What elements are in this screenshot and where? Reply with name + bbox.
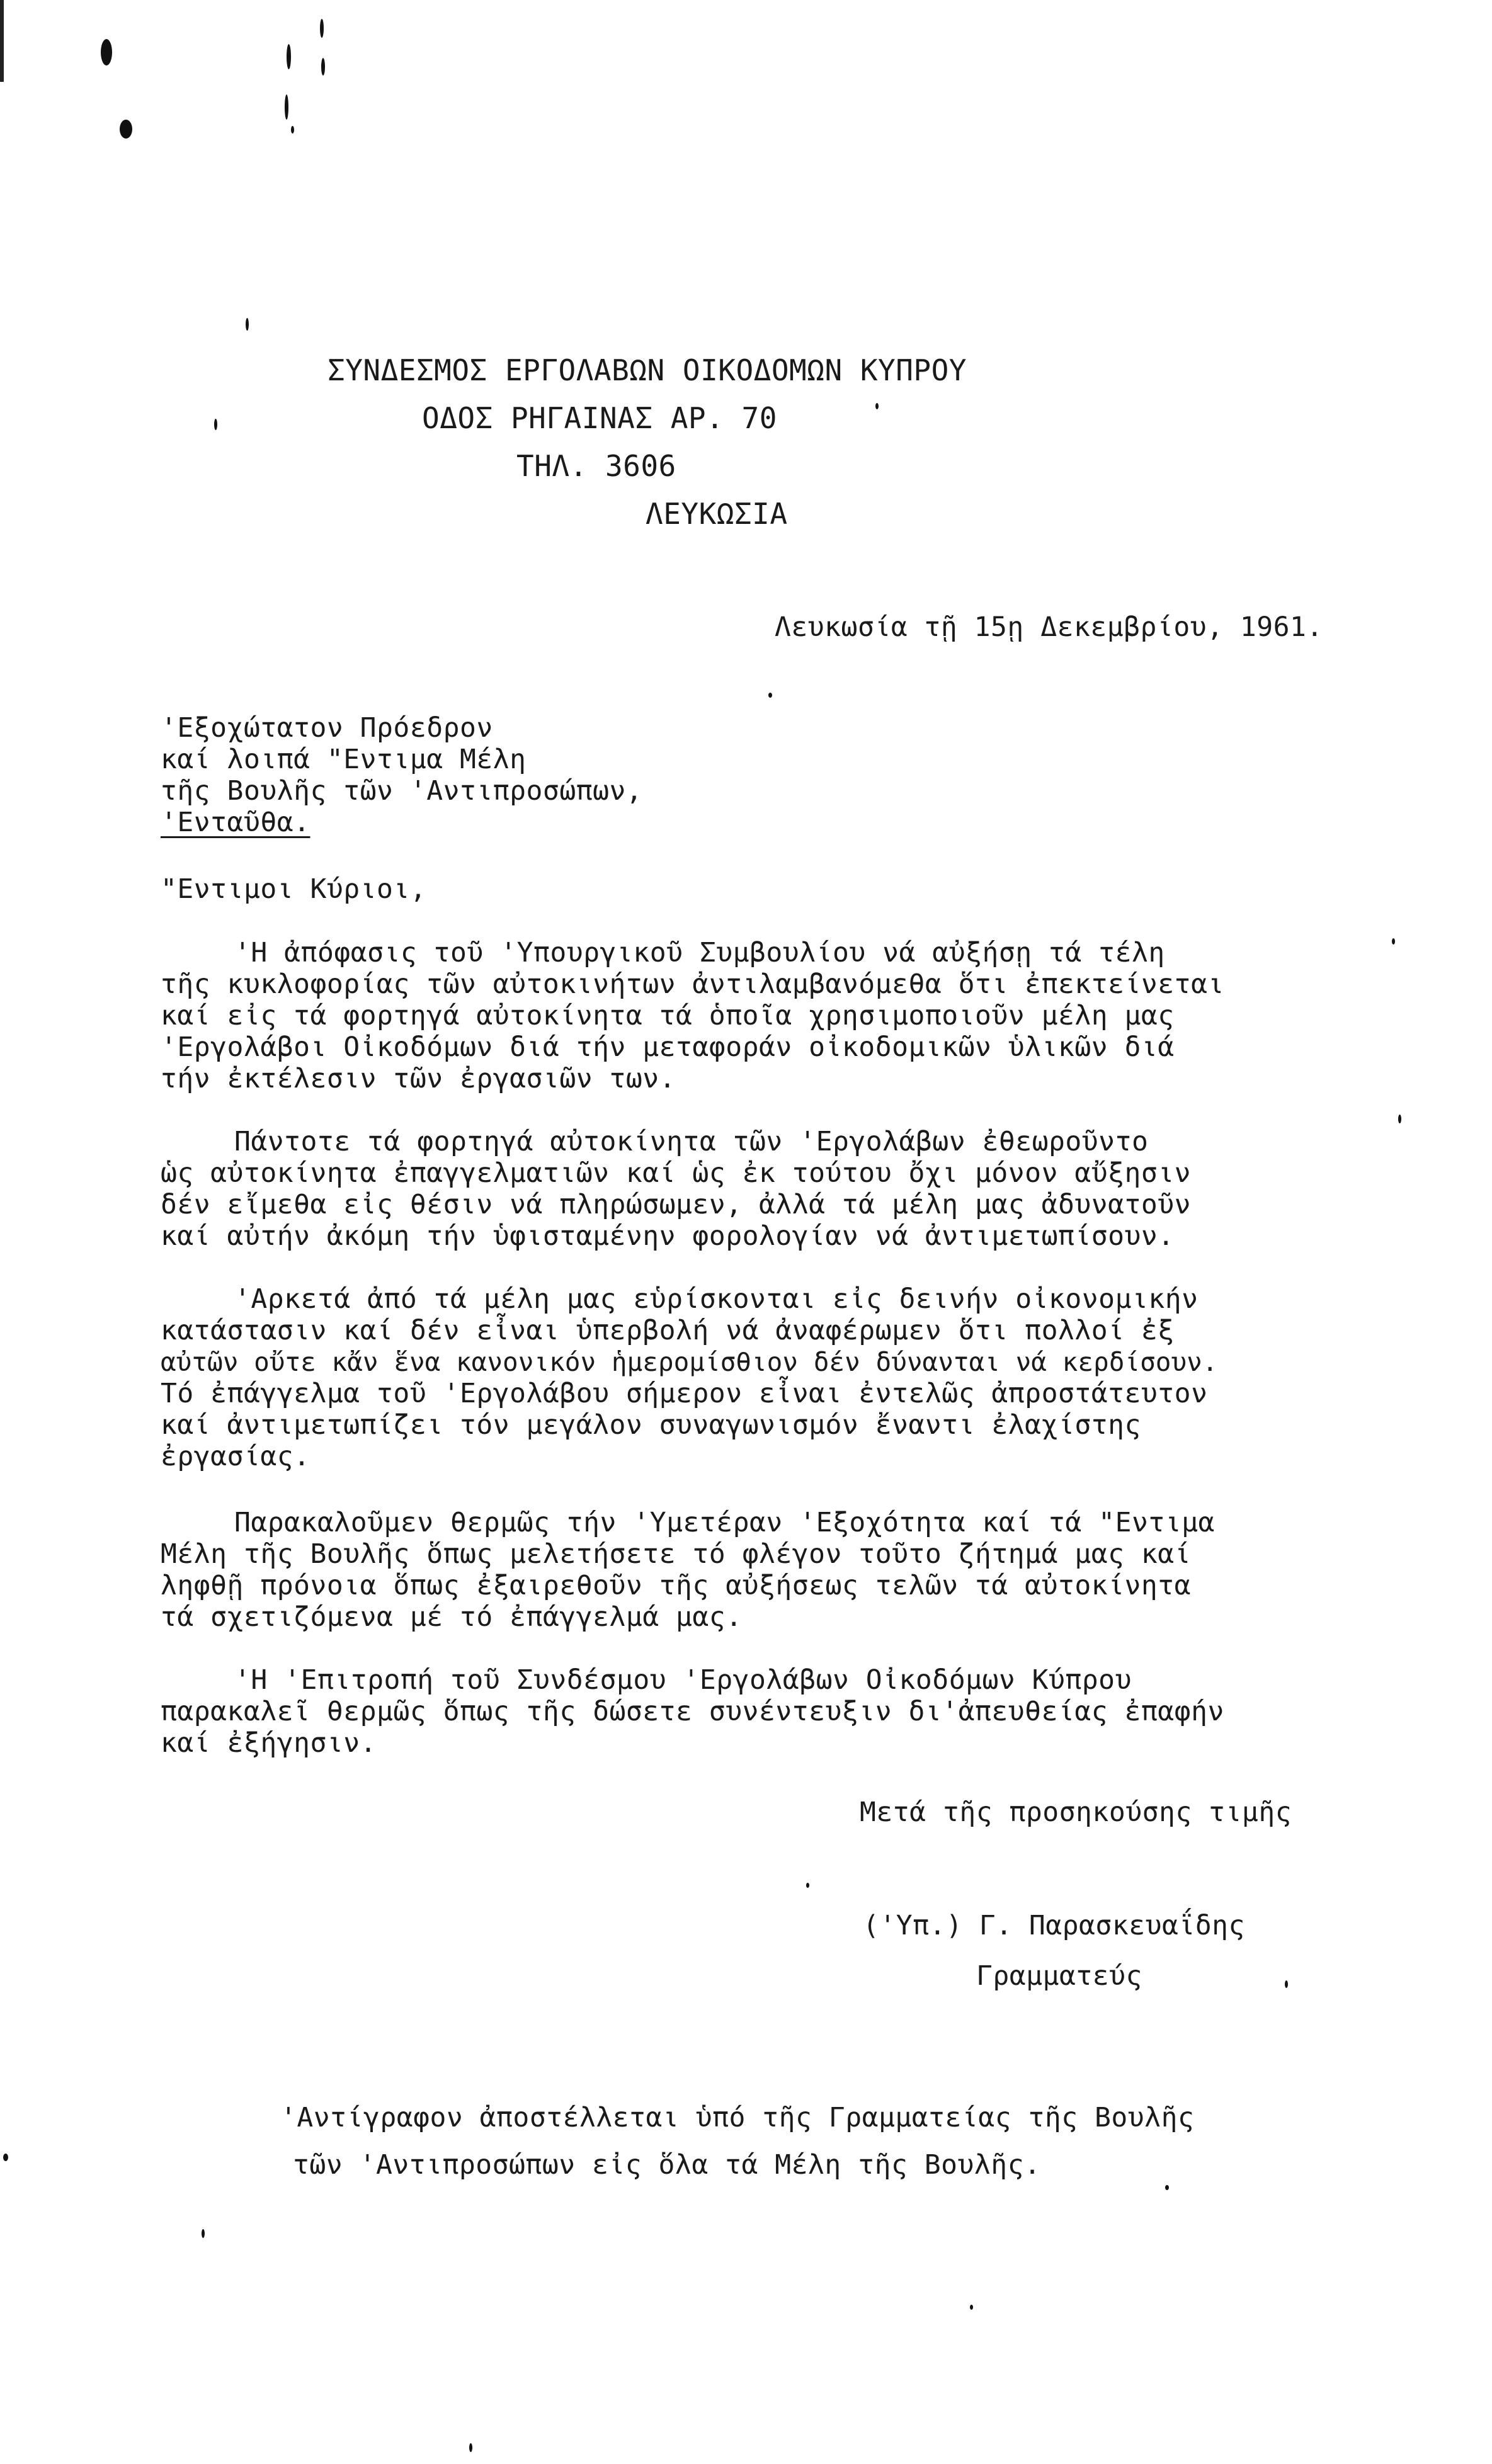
recipient-line-4: 'Ενταῦθα. xyxy=(161,807,310,838)
paragraph-line: τήν ἐκτέλεσιν τῶν ἐργασιῶν των. xyxy=(161,1063,676,1094)
letterhead-street: ΟΔΟΣ ΡΗΓΑΙΝΑΣ ΑΡ. 70 xyxy=(422,401,777,435)
ink-speck xyxy=(806,1883,809,1888)
paragraph-line: Παρακαλοῦμεν θερμῶς τήν 'Υμετέραν 'Εξοχότητα καί τά "Εντιμα xyxy=(234,1507,1215,1538)
ink-speck xyxy=(120,120,132,139)
paragraph-line: ὡς αὐτοκίνητα ἐπαγγελματιῶν καί ὡς ἐκ τούτου ὄχι μόνον αὔξησιν xyxy=(161,1157,1192,1189)
ink-speck xyxy=(469,2443,472,2452)
paragraph-line: καί ἀντιμετωπίζει τόν μεγάλον συναγωνισμόν ἔναντι ἐλαχίστης xyxy=(161,1409,1141,1441)
ink-speck xyxy=(1392,938,1395,945)
letterhead-city: ΛΕΥΚΩΣΙΑ xyxy=(646,497,788,531)
paragraph-line: κατάστασιν καί δέν εἶναι ὑπερβολή νά ἀναφέρωμεν ὅτι πολλοί ἐξ xyxy=(161,1315,1175,1346)
paragraph-line: καί ἐξήγησιν. xyxy=(161,1727,377,1759)
paragraph-line: παρακαλεῖ θερμῶς ὅπως τῆς δώσετε συνέντευξιν δι'ἀπευθείας ἐπαφήν xyxy=(161,1696,1224,1727)
ink-speck xyxy=(287,44,291,69)
paragraph-line: Πάντοτε τά φορτηγά αὐτοκίνητα τῶν 'Εργολάβων ἐθεωροῦντο xyxy=(234,1126,1149,1157)
ink-speck xyxy=(3,2154,8,2161)
paragraph-line: 'Εργολάβοι Οἰκοδόμων διά τήν μεταφοράν οἰκοδομικῶν ὑλικῶν διά xyxy=(161,1031,1175,1063)
closing-phrase: Μετά τῆς προσηκούσης τιμῆς xyxy=(860,1797,1292,1828)
paragraph-line: τῆς κυκλοφορίας τῶν αὐτοκινήτων ἀντιλαμβανόμεθα ὅτι ἐπεκτείνεται xyxy=(161,968,1224,1000)
recipient-line-2: καί λοιπά "Εντιμα Μέλη xyxy=(161,744,527,775)
ink-speck xyxy=(320,19,324,38)
ink-speck xyxy=(285,94,288,120)
paragraph-line: 'Αρκετά ἀπό τά μέλη μας εὑρίσκονται εἰς δεινήν οἰκονομικήν xyxy=(234,1283,1199,1315)
ink-speck xyxy=(768,693,772,698)
letter-date: Λευκωσία τῇ 15ῃ Δεκεμβρίου, 1961. xyxy=(775,611,1323,643)
recipient-line-1: 'Εξοχώτατον Πρόεδρον xyxy=(161,712,493,744)
paragraph-line: τά σχετιζόμενα μέ τό ἐπάγγελμά μας. xyxy=(161,1601,743,1633)
ink-speck xyxy=(1165,2185,1169,2190)
paragraph-line: 'Η 'Επιτροπή τοῦ Συνδέσμου 'Εργολάβων Οἰκοδόμων Κύπρου xyxy=(234,1664,1132,1696)
paragraph-line: καί εἰς τά φορτηγά αὐτοκίνητα τά ὁποῖα χρησιμοποιοῦν μέλη μας xyxy=(161,1000,1175,1031)
ink-speck xyxy=(291,126,294,133)
ink-speck xyxy=(101,39,112,65)
scan-edge-mark xyxy=(0,0,4,82)
signature-title: Γραμματεύς xyxy=(976,1960,1142,1992)
ink-speck xyxy=(321,58,325,76)
salutation: "Εντιμοι Κύριοι, xyxy=(161,873,427,905)
paragraph-line: δέν εἴμεθα εἰς θέσιν νά πληρώσωμεν, ἀλλά τά μέλη μας ἀδυνατοῦν xyxy=(161,1189,1192,1220)
signature-name: ('Υπ.) Γ. Παρασκευαΐδης xyxy=(863,1910,1245,1941)
ink-speck xyxy=(214,419,217,430)
ink-speck xyxy=(970,2305,973,2310)
ink-speck xyxy=(202,2229,205,2238)
paragraph-line: Μέλη τῆς Βουλῆς ὅπως μελετήσετε τό φλέγον τοῦτο ζήτημά μας καί xyxy=(161,1538,1192,1570)
paragraph-line: 'Η ἀπόφασις τοῦ 'Υπουργικοῦ Συμβουλίου νά αὐξήσῃ τά τέλη xyxy=(234,937,1165,968)
paragraph-line: ληφθῇ πρόνοια ὅπως ἐξαιρεθοῦν τῆς αὐξήσεως τελῶν τά αὐτοκίνητα xyxy=(161,1570,1192,1601)
paragraph-line: αὐτῶν οὔτε κἄν ἕνα κανονικόν ἡμερομίσθιον δέν δύνανται νά κερδίσουν. xyxy=(161,1347,1218,1377)
paragraph-line: καί αὐτήν ἀκόμη τήν ὑφισταμένην φορολογίαν νά ἀντιμετωπίσουν. xyxy=(161,1220,1175,1252)
paragraph-line: ἐργασίας. xyxy=(161,1441,310,1472)
ink-speck xyxy=(1285,1980,1288,1988)
recipient-line-3: τῆς Βουλῆς τῶν 'Αντιπροσώπων, xyxy=(161,775,643,807)
letterhead-name: ΣΥΝΔΕΣΜΟΣ ΕΡΓΟΛΑΒΩΝ ΟΙΚΟΔΟΜΩΝ ΚΥΠΡΟΥ xyxy=(327,353,967,387)
ink-speck xyxy=(246,318,249,331)
ink-speck xyxy=(875,403,879,409)
copy-note-line-2: τῶν 'Αντιπροσώπων εἰς ὅλα τά Μέλη τῆς Βουλῆς. xyxy=(293,2149,1041,2181)
letterhead-phone: ΤΗΛ. 3606 xyxy=(516,449,676,483)
copy-note-line-1: 'Αντίγραφον ἀποστέλλεται ὑπό τῆς Γραμματείας τῆς Βουλῆς xyxy=(280,2102,1195,2133)
ink-speck xyxy=(1398,1115,1401,1123)
paragraph-line: Τό ἐπάγγελμα τοῦ 'Εργολάβου σήμερον εἶναι ἐντελῶς ἀπροστάτευτον xyxy=(161,1378,1208,1409)
